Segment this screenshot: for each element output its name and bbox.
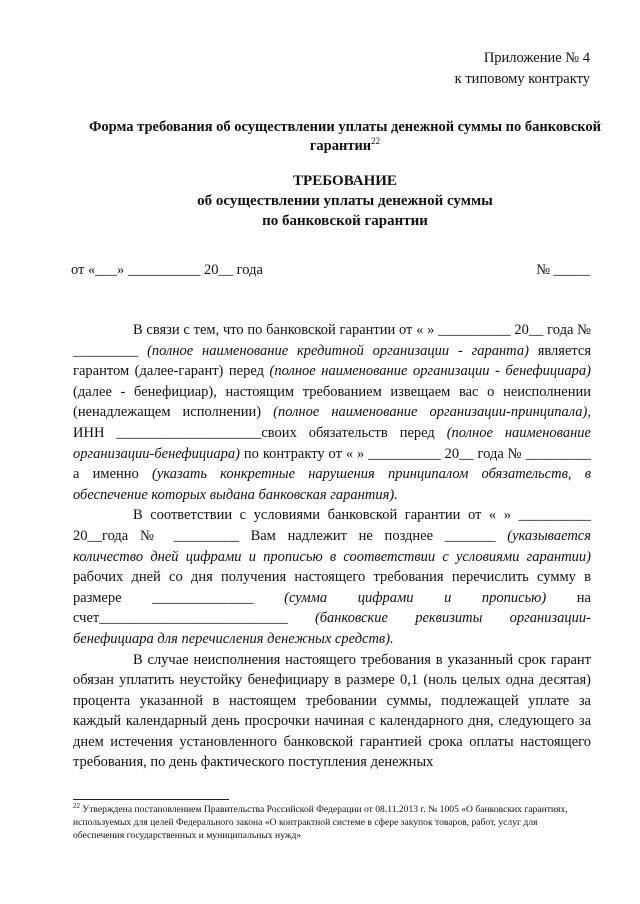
appendix-number: Приложение № 4 bbox=[483, 50, 590, 66]
heading-subtitle-1: об осуществлении уплаты денежной суммы bbox=[197, 193, 493, 209]
p1-italic-j: (указать конкретные нарушения принципалом обязательств, в обеспечение которых выдана банковская гарантия). bbox=[73, 466, 591, 503]
heading-subtitle-2: по банковской гарантии bbox=[262, 213, 428, 229]
date-number-line bbox=[71, 261, 592, 280]
footnote-mark: 22 bbox=[73, 801, 80, 810]
heading-title: ТРЕБОВАНИЕ bbox=[293, 173, 397, 189]
p1-text-e: (далее - бенефициар), настоящим требованием извещаем вас о неисполнении (ненадлежащем исполнении) bbox=[73, 383, 591, 421]
form-title-text: Форма требования об осуществлении уплаты денежной суммы по банковской гарантии bbox=[88, 119, 602, 154]
p2-text-a: В соответствии с условиями банковской гарантии от « » __________ 20__года № _________ Вам надлежит не позднее _______ bbox=[73, 507, 591, 544]
p2-italic-d: (сумма цифрами и прописью) bbox=[284, 589, 547, 606]
p2-text-e: на счет__________________________ bbox=[73, 589, 591, 627]
number-field: № _____ bbox=[536, 262, 590, 278]
paragraph-1 bbox=[73, 320, 591, 505]
p2-text-c: рабочих дней со дня получения настоящего требования перечислить сумму в размере ______________ bbox=[73, 569, 591, 606]
p1-text-a: В связи с тем, что по банковской гарантии от « » __________ 20__ года № _________ bbox=[73, 322, 591, 359]
p2-italic-f: (банковские реквизиты организации-бенефициара для перечисления денежных средств). bbox=[73, 610, 591, 647]
paragraph-3: В случае неисполнения настоящего требования в указанный срок гарант обязан уплатить неустойку бенефициару в размере 0,1 (ноль целых одна десятая) процента указанной в настоящем требовании суммы, подлежащей уплате за каждый календарный день просрочки начиная с календарного дня, следующего за днем истечения установленного банковской гарантией срока оплаты настоящего требования, по день фактического поступления денежных bbox=[73, 651, 591, 771]
appendix-header bbox=[455, 48, 590, 90]
p1-text-c: является гарантом (далее-гарант) перед bbox=[73, 342, 592, 380]
form-title bbox=[70, 118, 620, 156]
p1-text-g: ИНН ____________________своих обязательств перед bbox=[73, 424, 447, 441]
footnote-separator bbox=[73, 799, 229, 800]
document-body bbox=[73, 320, 591, 773]
appendix-reference: к типовому контракту bbox=[454, 71, 590, 87]
p1-italic-h: (полное наименование организации-бенефициара) bbox=[73, 424, 591, 462]
p2-italic-b: (указывается количество дней цифрами и прописью в соответствии с условиями гарантии) bbox=[73, 527, 591, 565]
p1-italic-f: (полное наименование организации-принципала), bbox=[273, 404, 591, 421]
footnote-ref: 22 bbox=[371, 136, 381, 147]
footnote bbox=[73, 803, 591, 842]
footnote-text: Утверждена постановлением Правительства Российской Федерации от 08.11.2013 г. № 1005 «О банковских гарантиях, используемых для целей Федерального закона «О контрактной системе в сфере закупок товаров, работ, услуг для обеспечения государственных и муниципальных нужд» bbox=[73, 804, 568, 841]
document-heading bbox=[70, 171, 620, 231]
p1-italic-d: (полное наименование организации - бенефициара) bbox=[269, 363, 591, 380]
p1-italic-b: (полное наименование кредитной организации - гаранта) bbox=[147, 342, 529, 359]
p1-text-i: по контракту от « » __________ 20__ года № _________ а именно bbox=[73, 445, 591, 483]
paragraph-2 bbox=[73, 505, 591, 649]
date-field: от «___» __________ 20__ года bbox=[71, 262, 263, 278]
